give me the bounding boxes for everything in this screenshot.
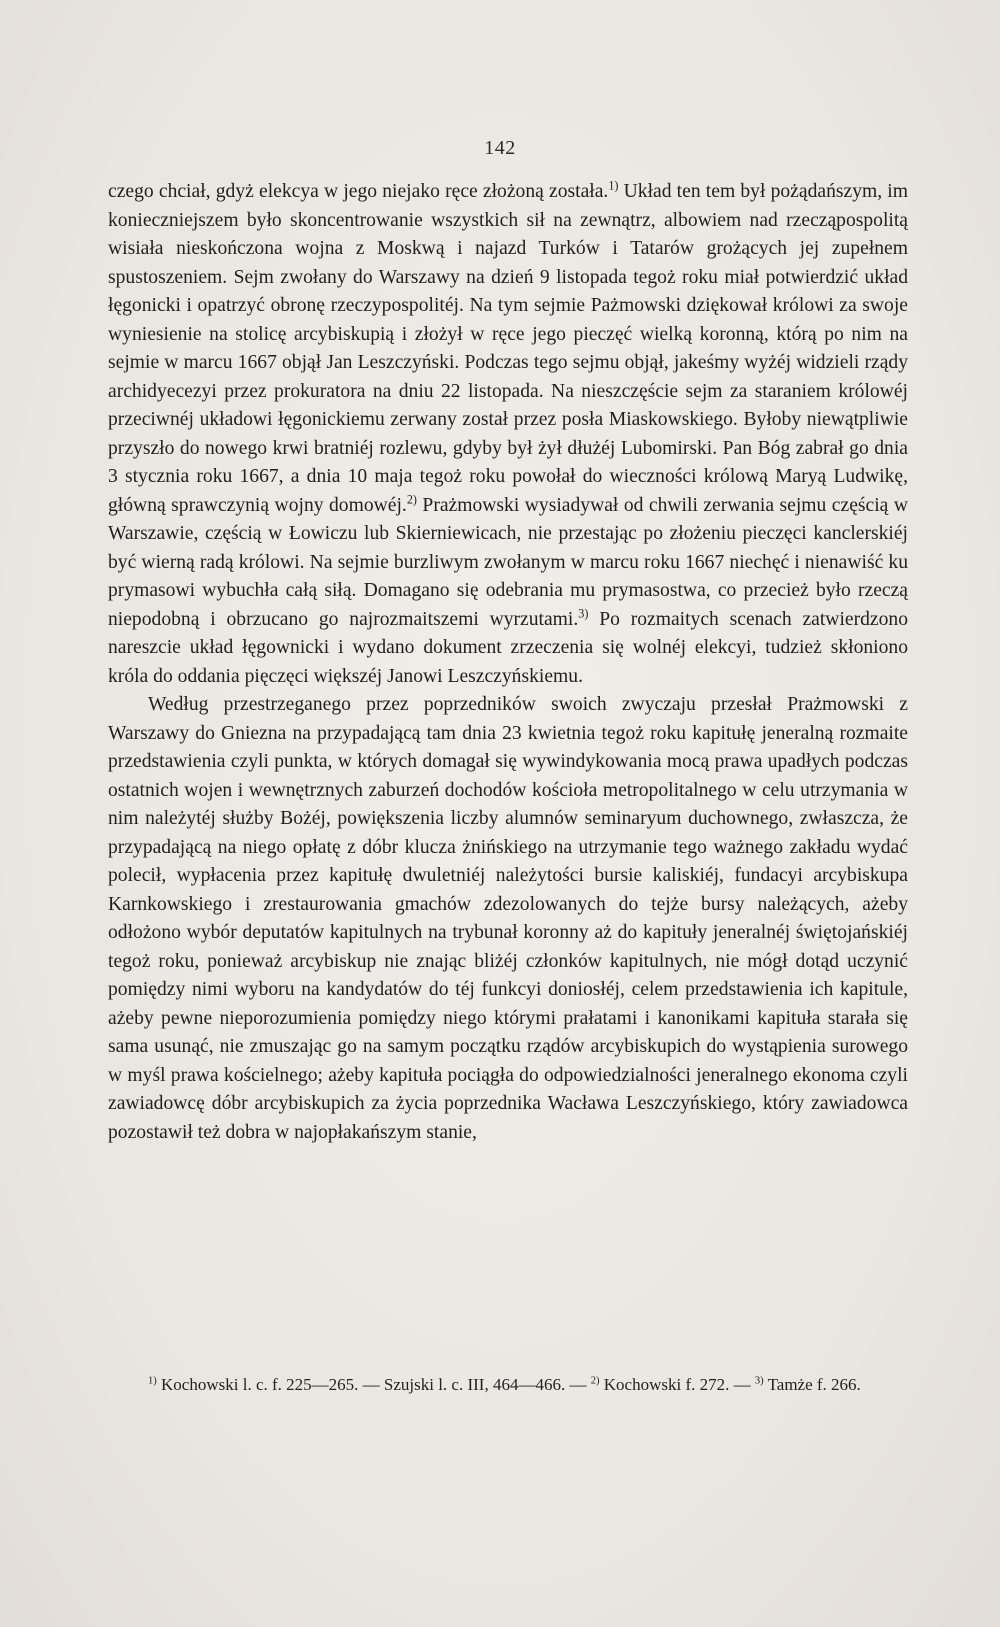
footnote-ref-3: 3)	[578, 605, 589, 620]
page-number: 142	[484, 137, 516, 159]
paragraph-1-part-a: czego chciał, gdyż elekcya w jego niejako ręce złożoną została.	[108, 181, 609, 202]
footnote-mark-2: 2)	[590, 1375, 600, 1387]
paragraph-1-part-b: Układ ten tem był pożądańszym, im konieczniejszem było skoncentrowanie wszystkich sił na zewnątrz, albowiem nad rzecząpospolitą wisiała nieskończona wojna z Moskwą i najazd Turków i Tatarów grożących jej zupełnem spustoszeniem. Sejm zwołany do Warszawy na dzień 9 listopada tegoż roku miał potwierdzić układ łęgonicki i opatrzyć obronę rzeczypospolitéj. Na tym sejmie Pażmowski dziękował królowi za swoje wyniesienie na stolicę arcybiskupią i złożył w ręce jego pieczęć wielką koronną, którą po nim na sejmie w marcu 1667 objął Jan Leszczyński. Podczas tego sejmu objął, jakeśmy wyżéj widzieli rządy archidyecezyi przez prokuratora na dniu 22 listopada. Na nieszczęście sejm za staraniem królowéj przeciwnéj układowi łęgonickiemu zerwany został przez posła Miaskowskiego. Byłoby niewątpliwie przyszło do nowego krwi bratniéj rozlewu, gdyby był żył dłużéj Lubomirski. Pan Bóg zabrał go dnia 3 stycznia roku 1667, a dnia 10 maja tegoż roku powołał do wieczności królową Maryą Ludwikę, główną sprawczynią wojny domowéj.	[108, 181, 908, 516]
footnote-text-1: Kochowski l. c. f. 225—265. — Szujski l. c. III, 464—466. —	[156, 1375, 591, 1394]
footnotes	[108, 1373, 908, 1397]
footnote-ref-2: 2)	[406, 491, 417, 506]
footnote-mark-1: 1)	[148, 1375, 157, 1387]
paragraph-1-part-d: Po rozmaitych scenach zatwierdzono nareszcie układ łęgownicki i wydano dokument zrzeczenia się wolnéj elekcyi, tudzież skłoniono króla do oddania pięczęci większéj Janowi Leszczyńskiemu.	[108, 608, 908, 687]
paragraph-2: Według przestrzeganego przez poprzedników swoich zwyczaju przesłał Prażmowski z Warszawy do Gniezna na przypadającą tam dnia 23 kwietnia tegoż roku kapitułę jeneralną rozmaite przedstawienia czyli punkta, w których domagał się wywindykowania mocą prawa upadłych podczas ostatnich wojen i wewnętrznych zaburzeń dochodów kościoła metropolitalnego w celu utrzymania w nim należytéj służby Bożéj, powiększenia liczby alumnów seminaryum duchownego, zwłaszcza, że przypadającą na niego opłatę z dóbr klucza żnińskiego na utrzymanie tego ważnego zakładu wydać polecił, wypłacenia przez kapitułę dwuletniéj należytości bursie kaliskiéj, fundacyi arcybiskupa Karnkowskiego i zrestaurowania gmachów zdezolowanych do tejże bursy należących, ażeby odłożono wybór deputatów kapitulnych na trybunał koronny aż do kapituły jeneralnéj świętojańskiéj tegoż roku, ponieważ arcybiskup nie znając bliżéj członków kapitulnych, nie mógł dotąd uczynić pomiędzy nimi wyboru na kandydatów do téj funkcyi doniosłéj, celem przedstawienia ich kapitule, ażeby pewne nieporozumienia pomiędzy niego którymi prałatami i kanonikami kapituła starała się sama usunąć, nie zmuszając go na samym początku rządów arcybiskupich do wystąpienia surowego w myśl prawa kościelnego; ażeby kapituła pociągła do odpowiedzialności jeneralnego ekonoma czyli zawiadowcę dóbr arcybiskupich za życia poprzednika Wacława Leszczyńskiego, który zawiadowca pozostawił też dobra w najopłakańszym stanie,	[108, 694, 908, 1143]
paragraph-1-part-c: Prażmowski wysiadywał od chwili zerwania sejmu częścią w Warszawie, częścią w Łowiczu lub Skierniewicach, nie przestając po złożeniu pieczęci kanclerskiéj być wierną radą królowi. Na sejmie burzliwym zwołanym w marcu roku 1667 niechęć i nienawiść ku prymasowi wybuchła całą siłą. Domagano się odebrania mu prymasostwa, co przecież było rzeczą niepodobną i obrzucano go najrozmaitszemi wyrzutami.	[108, 494, 908, 630]
paragraph-1	[108, 178, 908, 691]
footnote-text-3: Tamże f. 266.	[763, 1375, 861, 1394]
footnote-mark-3: 3)	[754, 1375, 764, 1387]
footnote-ref-1: 1)	[608, 178, 619, 193]
main-text	[108, 178, 908, 1147]
footnote-text-2: Kochowski f. 272. —	[599, 1375, 755, 1394]
